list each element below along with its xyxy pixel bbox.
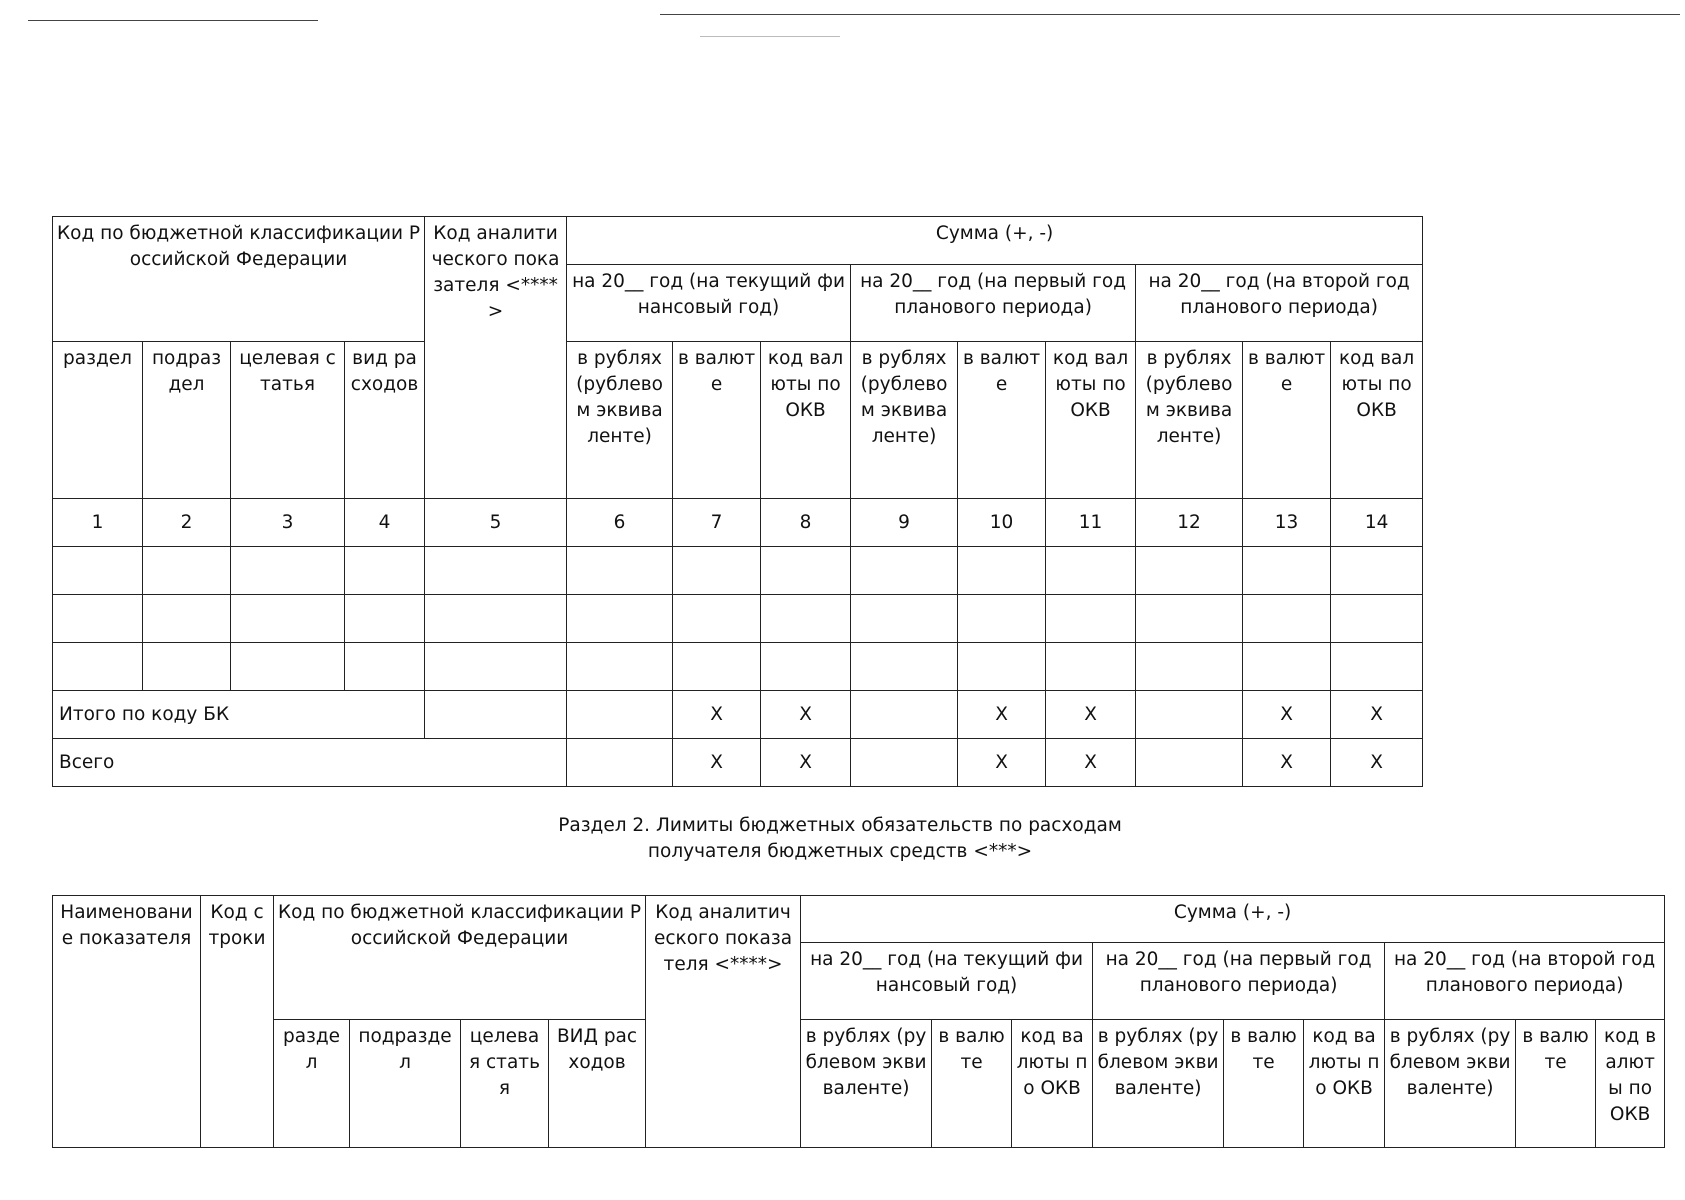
top-rule-left	[28, 20, 318, 21]
empty-cell[interactable]	[673, 547, 761, 595]
empty-cell[interactable]	[567, 547, 673, 595]
x-mark: X	[958, 691, 1046, 739]
rub-header: в рублях (рублевом эквиваленте)	[567, 342, 673, 499]
empty-cell[interactable]	[53, 547, 143, 595]
celevaya-header: целевая статья	[461, 1020, 549, 1148]
empty-cell[interactable]	[1136, 691, 1243, 739]
year-current-header: на 20__ год (на текущий финансовый год)	[567, 265, 851, 342]
empty-cell[interactable]	[345, 547, 425, 595]
column-number: 7	[673, 499, 761, 547]
empty-cell[interactable]	[1331, 595, 1423, 643]
podrazdel-header: подраздел	[350, 1020, 461, 1148]
vid-header: вид расходов	[345, 342, 425, 499]
empty-cell[interactable]	[143, 595, 231, 643]
okv-header: код валюты по ОКВ	[761, 342, 851, 499]
indicator-name-header: Наименование показателя	[53, 896, 201, 1148]
podrazdel-header: подраздел	[143, 342, 231, 499]
celevaya-header: целевая статья	[231, 342, 345, 499]
okv-header: код валюты по ОКВ	[1331, 342, 1423, 499]
year-first-header: на 20__ год (на первый год планового периода)	[851, 265, 1136, 342]
x-mark: X	[1046, 739, 1136, 787]
column-number: 4	[345, 499, 425, 547]
okv-header: код валюты по ОКВ	[1046, 342, 1136, 499]
empty-cell[interactable]	[1136, 547, 1243, 595]
empty-cell[interactable]	[1243, 643, 1331, 691]
empty-cell[interactable]	[851, 739, 958, 787]
empty-cell[interactable]	[53, 643, 143, 691]
rub-header: в рублях (рублевом эквиваленте)	[801, 1020, 932, 1148]
empty-cell[interactable]	[1243, 595, 1331, 643]
grand-total-row	[53, 739, 1423, 787]
column-number: 14	[1331, 499, 1423, 547]
column-number: 3	[231, 499, 345, 547]
empty-cell[interactable]	[761, 547, 851, 595]
empty-cell[interactable]	[851, 691, 958, 739]
section2-title-line2: получателя бюджетных средств <***>	[647, 841, 1033, 862]
empty-cell[interactable]	[1136, 643, 1243, 691]
column-number: 8	[761, 499, 851, 547]
column-number: 9	[851, 499, 958, 547]
empty-cell[interactable]	[761, 643, 851, 691]
empty-cell[interactable]	[567, 595, 673, 643]
empty-cell[interactable]	[425, 547, 567, 595]
column-number: 10	[958, 499, 1046, 547]
year-first-header: на 20__ год (на первый год планового периода)	[1093, 943, 1385, 1020]
empty-cell[interactable]	[567, 691, 673, 739]
empty-cell[interactable]	[425, 643, 567, 691]
empty-cell[interactable]	[673, 595, 761, 643]
total-by-bk-label: Итого по коду БК	[53, 691, 425, 739]
val-header: в валюте	[1243, 342, 1331, 499]
val-header: в валюте	[958, 342, 1046, 499]
empty-cell[interactable]	[231, 643, 345, 691]
top-rule-faint	[700, 36, 840, 37]
empty-cell[interactable]	[1046, 595, 1136, 643]
vid-header: ВИД расходов	[549, 1020, 646, 1148]
razdel-header: раздел	[274, 1020, 350, 1148]
empty-cell[interactable]	[1046, 547, 1136, 595]
grand-total-label: Всего	[53, 739, 567, 787]
rub-header: в рублях (рублевом эквиваленте)	[1136, 342, 1243, 499]
sum-header: Сумма (+, -)	[801, 896, 1665, 943]
column-number: 1	[53, 499, 143, 547]
x-mark: X	[761, 739, 851, 787]
column-number: 11	[1046, 499, 1136, 547]
empty-cell[interactable]	[1331, 643, 1423, 691]
column-number: 5	[425, 499, 567, 547]
empty-cell[interactable]	[143, 643, 231, 691]
column-number: 6	[567, 499, 673, 547]
empty-cell[interactable]	[958, 643, 1046, 691]
empty-cell[interactable]	[851, 547, 958, 595]
sum-header: Сумма (+, -)	[567, 217, 1423, 265]
empty-cell[interactable]	[1046, 643, 1136, 691]
kbk-header: Код по бюджетной классификации Российской Федерации	[274, 896, 646, 1020]
rub-header: в рублях (рублевом эквиваленте)	[1385, 1020, 1516, 1148]
top-rule-right	[660, 14, 1680, 15]
razdel-header: раздел	[53, 342, 143, 499]
x-mark: X	[1243, 739, 1331, 787]
empty-cell[interactable]	[567, 739, 673, 787]
empty-cell[interactable]	[673, 643, 761, 691]
x-mark: X	[673, 739, 761, 787]
empty-cell[interactable]	[53, 595, 143, 643]
empty-cell[interactable]	[425, 595, 567, 643]
empty-cell[interactable]	[851, 595, 958, 643]
empty-row	[53, 547, 1423, 595]
rub-header: в рублях (рублевом эквиваленте)	[851, 342, 958, 499]
x-mark: X	[1331, 691, 1423, 739]
line-code-header: Код строки	[201, 896, 274, 1148]
val-header: в валюте	[1224, 1020, 1304, 1148]
budget-limits-table-section2	[52, 895, 1665, 1148]
column-number: 13	[1243, 499, 1331, 547]
year-second-header: на 20__ год (на второй год планового периода)	[1136, 265, 1423, 342]
empty-cell[interactable]	[425, 691, 567, 739]
total-by-bk-row	[53, 691, 1423, 739]
x-mark: X	[1046, 691, 1136, 739]
year-second-header: на 20__ год (на второй год планового периода)	[1385, 943, 1665, 1020]
empty-cell[interactable]	[1243, 547, 1331, 595]
empty-row	[53, 595, 1423, 643]
empty-cell[interactable]	[761, 595, 851, 643]
empty-cell[interactable]	[231, 547, 345, 595]
empty-cell[interactable]	[1136, 595, 1243, 643]
empty-row	[53, 643, 1423, 691]
empty-cell[interactable]	[143, 547, 231, 595]
empty-cell[interactable]	[851, 643, 958, 691]
year-current-header: на 20__ год (на текущий финансовый год)	[801, 943, 1093, 1020]
okv-header: код валюты по ОКВ	[1012, 1020, 1093, 1148]
empty-cell[interactable]	[958, 547, 1046, 595]
kbk-header: Код по бюджетной классификации Российской Федерации	[53, 217, 425, 342]
empty-cell[interactable]	[231, 595, 345, 643]
empty-cell[interactable]	[958, 595, 1046, 643]
budget-table-section1	[52, 216, 1423, 787]
x-mark: X	[1243, 691, 1331, 739]
column-number: 2	[143, 499, 231, 547]
empty-cell[interactable]	[345, 595, 425, 643]
x-mark: X	[761, 691, 851, 739]
empty-cell[interactable]	[1136, 739, 1243, 787]
val-header: в валюте	[673, 342, 761, 499]
empty-cell[interactable]	[1331, 547, 1423, 595]
analytic-code-header: Код аналитического показателя <****>	[646, 896, 801, 1148]
analytic-code-header: Код аналитического показателя <****>	[425, 217, 567, 499]
rub-header: в рублях (рублевом эквиваленте)	[1093, 1020, 1224, 1148]
column-number: 12	[1136, 499, 1243, 547]
section2-title	[460, 813, 1220, 865]
x-mark: X	[673, 691, 761, 739]
empty-cell[interactable]	[345, 643, 425, 691]
x-mark: X	[1331, 739, 1423, 787]
x-mark: X	[958, 739, 1046, 787]
empty-cell[interactable]	[567, 643, 673, 691]
section2-title-line1: Раздел 2. Лимиты бюджетных обязательств по расходам	[558, 815, 1122, 836]
okv-header: код валюты по ОКВ	[1304, 1020, 1385, 1148]
okv-header: код валюты по ОКВ	[1596, 1020, 1665, 1148]
val-header: в валюте	[1516, 1020, 1596, 1148]
val-header: в валюте	[932, 1020, 1012, 1148]
